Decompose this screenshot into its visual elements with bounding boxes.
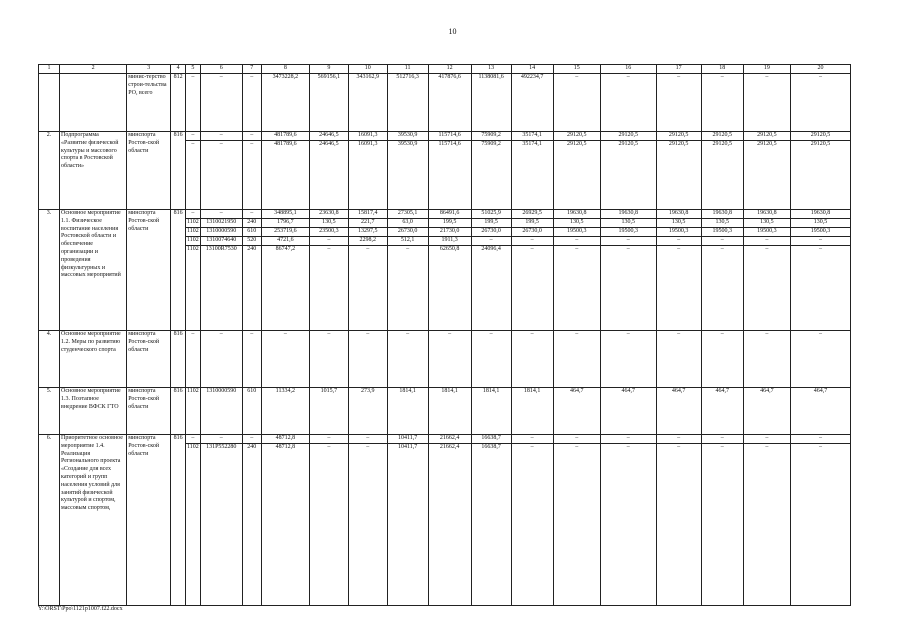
column-number: 10 bbox=[348, 65, 387, 74]
amount-cell: 48712,8 bbox=[261, 444, 309, 606]
amount-cell: 10411,7 bbox=[387, 444, 428, 606]
section-code: 1102 bbox=[186, 228, 201, 237]
amount-cell: 481789,6 bbox=[261, 132, 309, 141]
amount-cell: 348895,1 bbox=[261, 210, 309, 219]
amount-cell: – bbox=[701, 435, 743, 444]
amount-cell: 86747,2 bbox=[261, 246, 309, 331]
amount-cell: – bbox=[791, 246, 851, 331]
amount-cell: 492234,7 bbox=[511, 74, 553, 132]
target-article-code: – bbox=[200, 435, 242, 444]
section-code: 1102 bbox=[186, 237, 201, 246]
executor-cell: минспорта Ростов-ской области bbox=[127, 435, 171, 606]
amount-cell: 62650,8 bbox=[428, 246, 471, 331]
executor-cell: минспорта Ростов-ской области bbox=[127, 331, 171, 388]
amount-cell: 21730,0 bbox=[428, 228, 471, 237]
column-number: 4 bbox=[171, 65, 186, 74]
amount-cell: – bbox=[511, 435, 553, 444]
amount-cell: – bbox=[553, 246, 600, 331]
amount-cell: – bbox=[553, 237, 600, 246]
section-code: 1102 bbox=[186, 444, 201, 606]
amount-cell: 26730,0 bbox=[471, 228, 511, 237]
amount-cell: – bbox=[387, 246, 428, 331]
amount-cell: – bbox=[701, 237, 743, 246]
amount-cell: 464,7 bbox=[553, 388, 600, 435]
amount-cell: – bbox=[309, 246, 348, 331]
amount-cell: – bbox=[600, 444, 656, 606]
row-name: Основное мероприятие 1.3. Поэтапное внедрение ВФСК ГТО bbox=[60, 388, 127, 435]
amount-cell: 11334,2 bbox=[261, 388, 309, 435]
amount-cell: 19500,3 bbox=[656, 228, 701, 237]
section-code: 1102 bbox=[186, 246, 201, 331]
table-row bbox=[39, 388, 851, 435]
column-number: 7 bbox=[242, 65, 261, 74]
amount-cell: 63,0 bbox=[387, 219, 428, 228]
amount-cell: 464,7 bbox=[656, 388, 701, 435]
amount-cell: 19500,3 bbox=[743, 228, 790, 237]
executor-cell: минспорта Ростов-ской области bbox=[127, 132, 171, 210]
column-number: 15 bbox=[553, 65, 600, 74]
section-code: – bbox=[186, 132, 201, 141]
target-article-code: 1310000590 bbox=[200, 388, 242, 435]
amount-cell: 29120,5 bbox=[791, 141, 851, 210]
column-number: 3 bbox=[127, 65, 171, 74]
name-cell bbox=[60, 74, 127, 132]
amount-cell: 1814,1 bbox=[387, 388, 428, 435]
amount-cell: 19630,8 bbox=[701, 210, 743, 219]
amount-cell: 29120,5 bbox=[701, 141, 743, 210]
target-article-code: – bbox=[200, 132, 242, 141]
amount-cell: 39530,9 bbox=[387, 132, 428, 141]
amount-cell: 21662,4 bbox=[428, 444, 471, 606]
amount-cell: – bbox=[309, 444, 348, 606]
amount-cell: 29120,5 bbox=[553, 132, 600, 141]
amount-cell: – bbox=[348, 435, 387, 444]
expense-type-code: – bbox=[242, 435, 261, 444]
expense-type-code: 240 bbox=[242, 444, 261, 606]
amount-cell: 27305,1 bbox=[387, 210, 428, 219]
amount-cell: 1911,3 bbox=[428, 237, 471, 246]
amount-cell: 13297,5 bbox=[348, 228, 387, 237]
row-name: Приоритетное основное мероприятие 1.4. Реализация Регионального проекта «Создание для всех категорий и групп населения условий для занятий физической культурой и спортом, массовым спортом, bbox=[60, 435, 127, 606]
amount-cell: – bbox=[791, 237, 851, 246]
amount-cell: 1796,7 bbox=[261, 219, 309, 228]
amount-cell: 10411,7 bbox=[387, 435, 428, 444]
amount-cell: 23500,3 bbox=[309, 228, 348, 237]
amount-cell: 273,9 bbox=[348, 388, 387, 435]
amount-cell: 29120,5 bbox=[600, 132, 656, 141]
column-number: 18 bbox=[701, 65, 743, 74]
column-number: 20 bbox=[791, 65, 851, 74]
amount-cell: 16638,7 bbox=[471, 444, 511, 606]
amount-cell: 512716,3 bbox=[387, 74, 428, 132]
target-article-code: – bbox=[200, 210, 242, 219]
amount-cell: 130,5 bbox=[309, 219, 348, 228]
amount-cell: – bbox=[553, 74, 600, 132]
amount-cell: – bbox=[656, 246, 701, 331]
amount-cell: 75909,2 bbox=[471, 132, 511, 141]
amount-cell: – bbox=[600, 246, 656, 331]
amount-cell: 130,5 bbox=[791, 219, 851, 228]
column-number: 11 bbox=[387, 65, 428, 74]
expense-type-code: 240 bbox=[242, 219, 261, 228]
column-number: 9 bbox=[309, 65, 348, 74]
amount-cell: 29120,5 bbox=[701, 132, 743, 141]
amount-cell: 16638,7 bbox=[471, 435, 511, 444]
grbs-cell: 816 bbox=[171, 132, 186, 210]
target-article-code: – bbox=[200, 141, 242, 210]
amount-cell: 1015,7 bbox=[309, 388, 348, 435]
amount-cell: 1814,1 bbox=[471, 388, 511, 435]
amount-cell: 16091,3 bbox=[348, 132, 387, 141]
amount-cell: 19630,8 bbox=[600, 210, 656, 219]
amount-cell: 464,7 bbox=[743, 388, 790, 435]
amount-cell: 1814,1 bbox=[428, 388, 471, 435]
amount-cell: 35174,1 bbox=[511, 132, 553, 141]
amount-cell: – bbox=[656, 331, 701, 388]
row-number: 6. bbox=[39, 435, 60, 606]
amount-cell: – bbox=[656, 237, 701, 246]
amount-cell: 481789,6 bbox=[261, 141, 309, 210]
amount-cell: 343162,9 bbox=[348, 74, 387, 132]
budget-table bbox=[38, 64, 851, 606]
executor-cell: минспорта Ростов-ской области bbox=[127, 210, 171, 331]
grbs-cell: 816 bbox=[171, 331, 186, 388]
amount-cell: 23630,8 bbox=[309, 210, 348, 219]
table-row bbox=[39, 210, 851, 219]
amount-cell: – bbox=[656, 435, 701, 444]
amount-cell: 130,5 bbox=[656, 219, 701, 228]
amount-cell: – bbox=[511, 444, 553, 606]
amount-cell: – bbox=[701, 74, 743, 132]
amount-cell: 48712,8 bbox=[261, 435, 309, 444]
amount-cell: – bbox=[743, 444, 790, 606]
executor-cell: минис-терство строи-тельства РО, всего bbox=[127, 74, 171, 132]
amount-cell: – bbox=[428, 331, 471, 388]
column-number: 2 bbox=[60, 65, 127, 74]
table-row bbox=[39, 331, 851, 388]
amount-cell: – bbox=[348, 331, 387, 388]
amount-cell: – bbox=[348, 246, 387, 331]
amount-cell: – bbox=[743, 435, 790, 444]
amount-cell: 464,7 bbox=[600, 388, 656, 435]
amount-cell: 19500,3 bbox=[701, 228, 743, 237]
amount-cell: 24646,5 bbox=[309, 141, 348, 210]
amount-cell: 26730,0 bbox=[511, 228, 553, 237]
amount-cell: 51025,9 bbox=[471, 210, 511, 219]
amount-cell: 464,7 bbox=[791, 388, 851, 435]
amount-cell: 464,7 bbox=[701, 388, 743, 435]
amount-cell: 115714,6 bbox=[428, 132, 471, 141]
section-code: – bbox=[186, 331, 201, 388]
amount-cell: – bbox=[701, 246, 743, 331]
grbs-cell: 816 bbox=[171, 388, 186, 435]
amount-cell: 29120,5 bbox=[656, 141, 701, 210]
expense-type-code: 520 bbox=[242, 237, 261, 246]
amount-cell: 130,5 bbox=[553, 219, 600, 228]
amount-cell: 21662,4 bbox=[428, 435, 471, 444]
amount-cell: 221,7 bbox=[348, 219, 387, 228]
section-code: – bbox=[186, 141, 201, 210]
grbs-cell: 816 bbox=[171, 435, 186, 606]
amount-cell: 29120,5 bbox=[600, 141, 656, 210]
grbs-cell: 812 bbox=[171, 74, 186, 132]
expense-type-code: – bbox=[242, 141, 261, 210]
amount-cell: 1814,1 bbox=[511, 388, 553, 435]
table-row bbox=[39, 435, 851, 444]
table-row bbox=[39, 74, 851, 132]
num-cell bbox=[39, 74, 60, 132]
amount-cell: – bbox=[791, 444, 851, 606]
amount-cell: 19630,8 bbox=[553, 210, 600, 219]
amount-cell: 253719,6 bbox=[261, 228, 309, 237]
section-code: – bbox=[186, 74, 201, 132]
amount-cell: 199,5 bbox=[471, 219, 511, 228]
column-number: 16 bbox=[600, 65, 656, 74]
row-number: 4. bbox=[39, 331, 60, 388]
amount-cell: 24096,4 bbox=[471, 246, 511, 331]
amount-cell: 569156,1 bbox=[309, 74, 348, 132]
row-number: 3. bbox=[39, 210, 60, 331]
amount-cell: 2298,2 bbox=[348, 237, 387, 246]
amount-cell: – bbox=[701, 444, 743, 606]
file-path-footer: Y:\ORST\Ppo\1121p1007.f22.docx bbox=[38, 606, 123, 612]
amount-cell: – bbox=[348, 444, 387, 606]
amount-cell: – bbox=[791, 435, 851, 444]
section-code: – bbox=[186, 210, 201, 219]
amount-cell: – bbox=[471, 237, 511, 246]
amount-cell: 19500,3 bbox=[791, 228, 851, 237]
amount-cell: 19500,3 bbox=[600, 228, 656, 237]
column-number: 17 bbox=[656, 65, 701, 74]
amount-cell: – bbox=[743, 74, 790, 132]
section-code: 1102 bbox=[186, 388, 201, 435]
amount-cell: – bbox=[387, 331, 428, 388]
amount-cell: – bbox=[471, 331, 511, 388]
amount-cell: 115714,6 bbox=[428, 141, 471, 210]
target-article-code: 1310021950 bbox=[200, 219, 242, 228]
row-name: Основное мероприятие 1.1. Физическое воспитание населения Ростовской области и обеспечение организации и проведения физкультурных и массовых мероприятий bbox=[60, 210, 127, 331]
amount-cell: 24646,5 bbox=[309, 132, 348, 141]
column-number: 1 bbox=[39, 65, 60, 74]
amount-cell: – bbox=[656, 444, 701, 606]
amount-cell: 29120,5 bbox=[743, 141, 790, 210]
expense-type-code: – bbox=[242, 132, 261, 141]
row-name: Основное мероприятие 1.2. Меры по развитию студенческого спорта bbox=[60, 331, 127, 388]
row-number: 5. bbox=[39, 388, 60, 435]
expense-type-code: 240 bbox=[242, 246, 261, 331]
amount-cell: – bbox=[743, 237, 790, 246]
target-article-code: 1310074640 bbox=[200, 237, 242, 246]
amount-cell: 35174,1 bbox=[511, 141, 553, 210]
expense-type-code: 610 bbox=[242, 388, 261, 435]
amount-cell: 16091,3 bbox=[348, 141, 387, 210]
amount-cell: – bbox=[309, 435, 348, 444]
expense-type-code: – bbox=[242, 210, 261, 219]
amount-cell: 130,5 bbox=[743, 219, 790, 228]
executor-cell: минспорта Ростов-ской области bbox=[127, 388, 171, 435]
amount-cell: – bbox=[553, 331, 600, 388]
target-article-code: 1310000590 bbox=[200, 228, 242, 237]
column-number: 12 bbox=[428, 65, 471, 74]
amount-cell: – bbox=[791, 74, 851, 132]
header-row bbox=[39, 65, 851, 74]
amount-cell: 130,5 bbox=[600, 219, 656, 228]
amount-cell: 3473228,2 bbox=[261, 74, 309, 132]
row-name: Подпрограмма «Развитие физической культуры и массового спорта в Ростовской области» bbox=[60, 132, 127, 210]
amount-cell: – bbox=[600, 74, 656, 132]
amount-cell: 512,1 bbox=[387, 237, 428, 246]
column-number: 5 bbox=[186, 65, 201, 74]
column-number: 19 bbox=[743, 65, 790, 74]
amount-cell: – bbox=[600, 435, 656, 444]
amount-cell: 29120,5 bbox=[656, 132, 701, 141]
column-number: 8 bbox=[261, 65, 309, 74]
amount-cell: 19630,8 bbox=[656, 210, 701, 219]
amount-cell: – bbox=[511, 331, 553, 388]
amount-cell: – bbox=[701, 331, 743, 388]
amount-cell: 86491,6 bbox=[428, 210, 471, 219]
amount-cell: – bbox=[553, 444, 600, 606]
amount-cell: 19500,3 bbox=[553, 228, 600, 237]
amount-cell: – bbox=[309, 331, 348, 388]
expense-type-code: – bbox=[242, 74, 261, 132]
amount-cell: 75909,2 bbox=[471, 141, 511, 210]
expense-type-code: – bbox=[242, 331, 261, 388]
amount-cell: – bbox=[791, 331, 851, 388]
amount-cell: 15817,4 bbox=[348, 210, 387, 219]
amount-cell: 19630,8 bbox=[791, 210, 851, 219]
amount-cell: 26730,0 bbox=[387, 228, 428, 237]
amount-cell: 29120,5 bbox=[553, 141, 600, 210]
amount-cell: 26929,5 bbox=[511, 210, 553, 219]
amount-cell: 29120,5 bbox=[743, 132, 790, 141]
table-row bbox=[39, 132, 851, 141]
grbs-cell: 816 bbox=[171, 210, 186, 331]
page-number: 10 bbox=[448, 27, 457, 36]
target-article-code: 131P552280 bbox=[200, 444, 242, 606]
amount-cell: – bbox=[511, 246, 553, 331]
amount-cell: – bbox=[511, 237, 553, 246]
amount-cell: – bbox=[656, 74, 701, 132]
row-number: 2. bbox=[39, 132, 60, 210]
amount-cell: 4721,6 bbox=[261, 237, 309, 246]
section-code: – bbox=[186, 435, 201, 444]
amount-cell: – bbox=[600, 237, 656, 246]
amount-cell: 417876,6 bbox=[428, 74, 471, 132]
amount-cell: 29120,5 bbox=[791, 132, 851, 141]
column-number: 6 bbox=[200, 65, 242, 74]
amount-cell: – bbox=[309, 237, 348, 246]
column-number: 14 bbox=[511, 65, 553, 74]
column-number: 13 bbox=[471, 65, 511, 74]
target-article-code: – bbox=[200, 331, 242, 388]
amount-cell: – bbox=[261, 331, 309, 388]
amount-cell: – bbox=[743, 331, 790, 388]
amount-cell: – bbox=[553, 435, 600, 444]
target-article-code: 13100R7530 bbox=[200, 246, 242, 331]
section-code: 1102 bbox=[186, 219, 201, 228]
amount-cell: – bbox=[600, 331, 656, 388]
amount-cell: 130,5 bbox=[701, 219, 743, 228]
target-article-code: – bbox=[200, 74, 242, 132]
amount-cell: 199,5 bbox=[428, 219, 471, 228]
expense-type-code: 610 bbox=[242, 228, 261, 237]
amount-cell: 19630,8 bbox=[743, 210, 790, 219]
amount-cell: 39530,9 bbox=[387, 141, 428, 210]
amount-cell: – bbox=[743, 246, 790, 331]
amount-cell: 199,5 bbox=[511, 219, 553, 228]
amount-cell: 1138081,6 bbox=[471, 74, 511, 132]
